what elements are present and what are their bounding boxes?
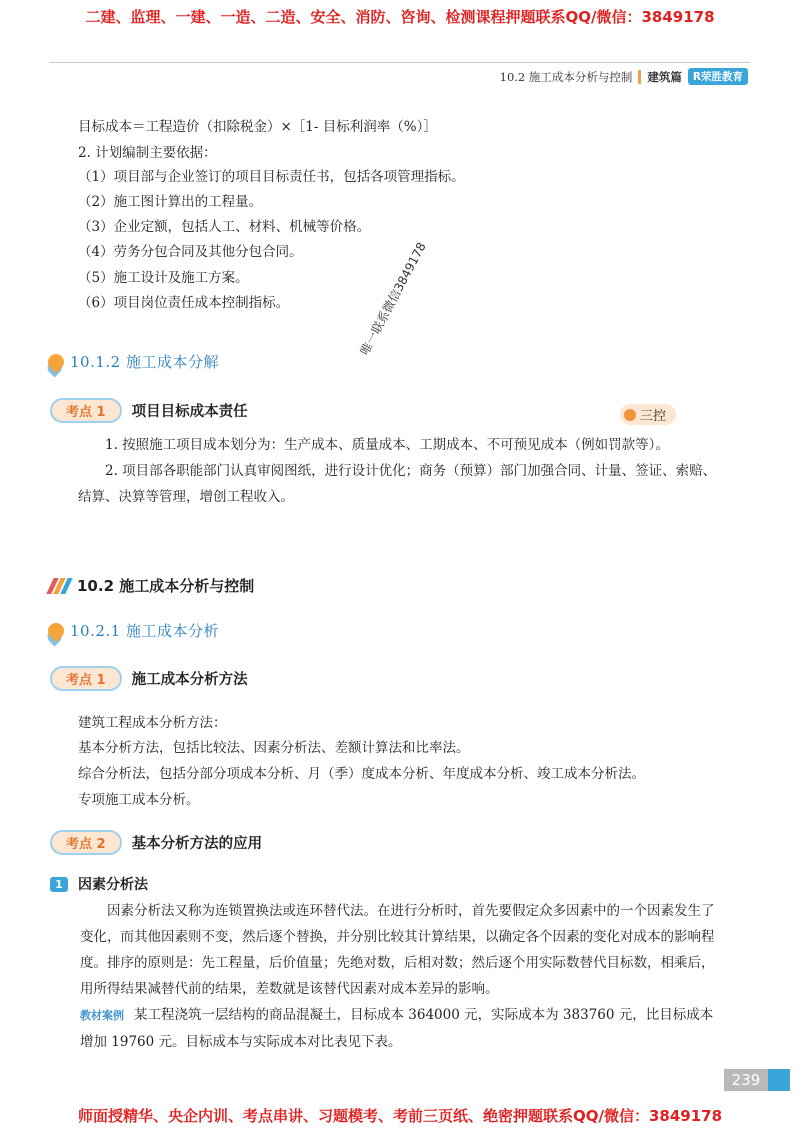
- basis-item: （1）项目部与企业签订的项目目标责任书，包括各项管理指标。: [78, 169, 465, 185]
- paragraph: 1. 按照施工项目成本划分为：生产成本、质量成本、工期成本、不可预见成本（例如罚款等）。: [105, 437, 669, 453]
- kaodian-badge: 考点 1: [50, 666, 122, 691]
- top-banner: 二建、监理、一建、一造、二造、安全、消防、咨询、检测课程押题联系QQ/微信：3849178: [85, 8, 715, 26]
- basis-item: （6）项目岗位责任成本控制指标。: [78, 295, 290, 311]
- location-pin-icon: [45, 350, 68, 373]
- watermark: 唯一联系微信3849178: [357, 240, 429, 358]
- basis-item: （2）施工图计算出的工程量。: [78, 194, 263, 210]
- kaodian-title: 项目目标成本责任: [131, 404, 248, 420]
- section-heading: [50, 575, 254, 596]
- kaodian-title: 施工成本分析方法: [131, 672, 248, 688]
- section-slash-icon: [50, 578, 69, 594]
- running-header: [500, 68, 748, 85]
- header-chapter: 10.2 施工成本分析与控制: [499, 69, 633, 84]
- tag-label: 三控: [640, 409, 667, 424]
- method-line: 专项施工成本分析。: [78, 792, 200, 808]
- example-text: 某工程浇筑一层结构的商品混凝土，目标成本 364000 元，实际成本为 383760 元，比目标成本增加 19760 元。目标成本与实际成本对比表见下表。: [80, 1007, 714, 1050]
- method-line: 基本分析方法，包括比较法、因素分析法、差额计算法和比率法。: [78, 740, 470, 756]
- kaodian-heading: [50, 830, 262, 855]
- method-line: 综合分析法，包括分部分项成本分析、月（季）度成本分析、年度成本分析、竣工成本分析法。: [78, 766, 645, 782]
- header-book: 建筑篇: [647, 69, 682, 84]
- kaodian-badge: 考点 1: [50, 398, 122, 423]
- section-title: 10.2 施工成本分析与控制: [77, 577, 255, 595]
- publisher-logo: R荣胜教育: [688, 68, 748, 85]
- kaodian-title: 基本分析方法的应用: [131, 836, 263, 852]
- subsection-heading: [48, 620, 219, 641]
- method-line: 建筑工程成本分析方法：: [78, 715, 227, 731]
- number-badge: 1: [50, 877, 68, 892]
- factor-analysis-paragraph: 因素分析法又称为连锁置换法或连环替代法。在进行分析时，首先要假定众多因素中的一个因素发生了变化，而其他因素则不变，然后逐个替换，并分别比较其计算结果，以确定各个因素的变化对成本的影响程度。排序的原则是：先工程量，后价值量；先绝对数，后相对数；然后逐个用实际数替代目标数，相乘后，用所得结果减替代前的结果，差数就是该替代因素对成本差异的影响。: [80, 903, 715, 997]
- example-tag: 教材案例: [80, 1009, 124, 1022]
- formula-text: 目标成本＝工程造价（扣除税金）×［1- 目标利润率（%）］: [78, 119, 437, 135]
- subsection-title: 10.2.1 施工成本分析: [70, 622, 219, 640]
- paragraph: 2. 项目部各职能部门认真审阅图纸，进行设计优化；商务（预算）部门加强合同、计量、签证、索赔、结算、决算等管理，增创工程收入。: [78, 463, 717, 505]
- numbered-title: 因素分析法: [78, 877, 148, 893]
- page-number-tab: [768, 1069, 790, 1091]
- tag-dot-icon: [624, 409, 636, 421]
- topic-tag: [620, 404, 676, 425]
- numbered-heading: [50, 874, 148, 894]
- kaodian-badge: 考点 2: [50, 830, 122, 855]
- page-number: 239: [724, 1069, 768, 1091]
- basis-item: （4）劳务分包合同及其他分包合同。: [78, 244, 303, 260]
- kaodian-heading: [50, 398, 248, 423]
- subsection-title: 10.1.2 施工成本分解: [70, 353, 219, 371]
- kaodian-heading: [50, 666, 248, 691]
- location-pin-icon: [45, 619, 68, 642]
- header-divider: [638, 70, 641, 84]
- basis-title: 2. 计划编制主要依据：: [78, 145, 217, 161]
- basis-item: （3）企业定额，包括人工、材料、机械等价格。: [78, 219, 371, 235]
- example-paragraph: [80, 1002, 725, 1055]
- basis-item: （5）施工设计及施工方案。: [78, 270, 249, 286]
- header-rule: [50, 62, 750, 63]
- subsection-heading: [48, 351, 219, 372]
- bottom-banner: 师面授精华、央企内训、考点串讲、习题模考、考前三页纸、绝密押题联系QQ/微信：3849178: [77, 1107, 723, 1125]
